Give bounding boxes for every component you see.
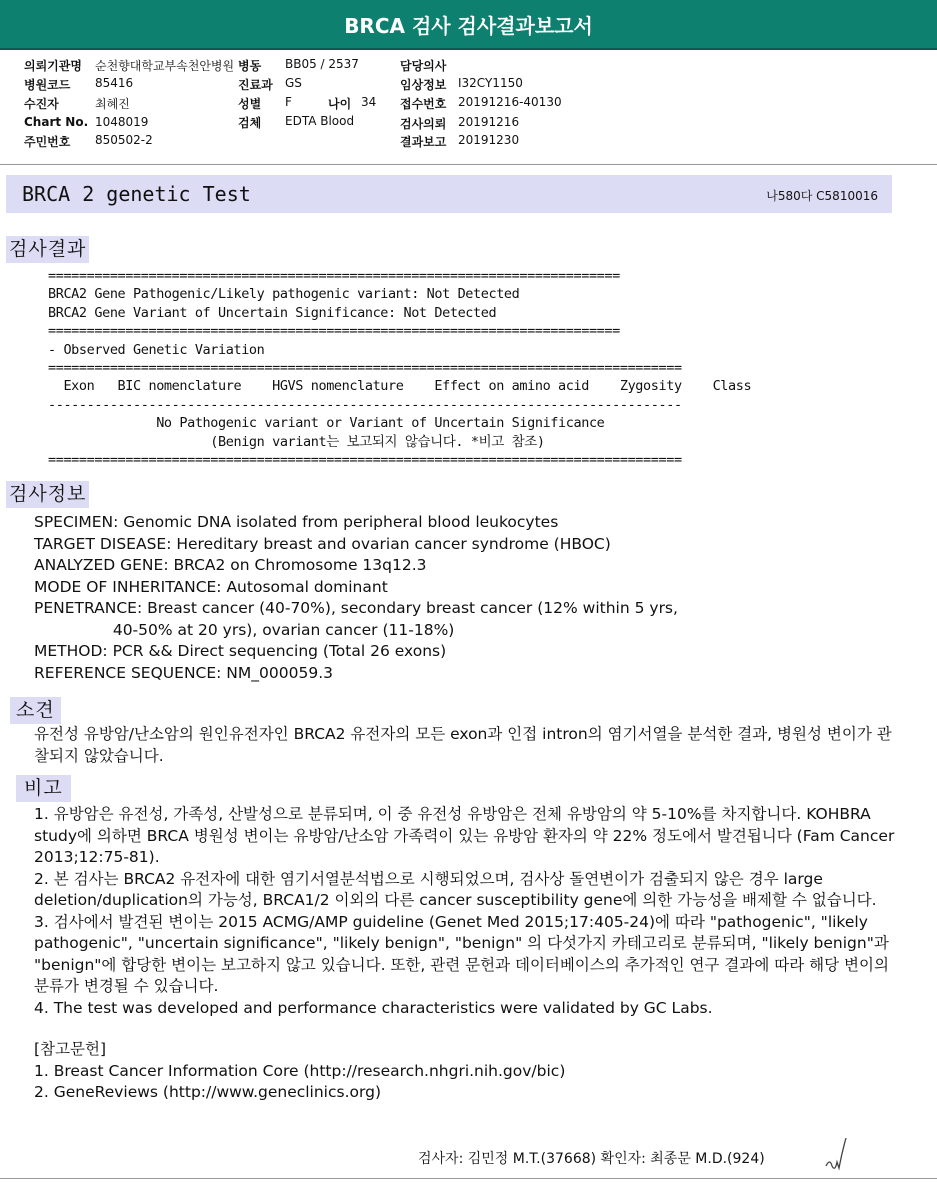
patient-info-panel bbox=[0, 50, 937, 165]
result-text-block: ========================================================================== BRCA2 Gene Pathogenic/Likely pathogenic variant: Not Detected BRCA2 Gene Variant of Uncertain Significance: Not Detected ========================================================================== - Observed Genetic Variation ================================================================================== Exon BIC nomenclature HGVS nomenclature Effect on amino acid Zygosity Class ---------------------------------------------------------------------------------- No Pathogenic variant or Variant of Uncertain Significance (Benign variant는 보고되지 않습니다. *비고 참조) ================================================================================== bbox=[48, 268, 752, 469]
ward-value: BB05 / 2537 bbox=[285, 57, 359, 71]
section-remark-heading: 비고 bbox=[16, 775, 71, 802]
signatures-line: 검사자: 김민정 M.T.(37668) 확인자: 최종문 M.D.(924) bbox=[418, 1151, 765, 1167]
sex-label: 성별 bbox=[238, 97, 262, 111]
patient-label: 수진자 bbox=[24, 97, 59, 111]
sex-value: F bbox=[285, 95, 292, 109]
report-label: 결과보고 bbox=[400, 135, 447, 149]
receipt-value: 20191216-40130 bbox=[458, 95, 562, 109]
dept-value: GS bbox=[285, 76, 302, 90]
report-value: 20191230 bbox=[458, 133, 520, 147]
remark-item-1: 1. 유방암은 유전성, 가족성, 산발성으로 분류되며, 이 중 유전성 유방암은 전체 유방암의 약 5-10%를 차지합니다. KOHBRA study에 의하면 BRCA 병원성 변이는 유방암/난소암 가족력이 있는 유방암 환자의 약 22% 정도에서 발견됩니다 (Fam Cancer 2013;12:75-81). bbox=[34, 805, 895, 866]
info-specimen: SPECIMEN: Genomic DNA isolated from peripheral blood leukocytes bbox=[34, 513, 559, 531]
info-reference-seq: REFERENCE SEQUENCE: NM_000059.3 bbox=[34, 663, 333, 682]
institution-value: 순천향대학교부속천안병원 bbox=[95, 59, 235, 73]
section-result-heading: 검사결과 bbox=[6, 236, 89, 263]
report-title: BRCA 검사 검사결과보고서 bbox=[0, 0, 937, 50]
chart-label: Chart No. bbox=[24, 115, 89, 129]
finding-text: 유전성 유방암/난소암의 원인유전자인 BRCA2 유전자의 모든 exon과 인접 intron의 염기서열을 분석한 결과, 병원성 변이가 관찰되지 않았습니다. bbox=[34, 725, 892, 765]
specimen-value: EDTA Blood bbox=[285, 114, 355, 128]
remark-item-4: 4. The test was developed and performance characteristics were validated by GC Labs. bbox=[34, 998, 713, 1017]
info-method: METHOD: PCR && Direct sequencing (Total 26 exons) bbox=[34, 642, 447, 660]
clinical-label: 임상정보 bbox=[400, 78, 447, 92]
info-inheritance: MODE OF INHERITANCE: Autosomal dominant bbox=[34, 577, 388, 596]
hospital-code-value: 85416 bbox=[95, 76, 134, 90]
info-penetrance-cont: 40-50% at 20 yrs), ovarian cancer (11-18%) bbox=[34, 620, 455, 639]
reference-1: 1. Breast Cancer Information Core (http://research.nhgri.nih.gov/bic) bbox=[34, 1061, 566, 1080]
remark-item-3: 3. 검사에서 발견된 변이는 2015 ACMG/AMP guideline (Genet Med 2015;17:405-24)에 따라 "pathogenic", "likely pathogenic", "uncertain significance", "likely benign", "benign" 의 다섯가지 카테고리로 분류되며, "likely benign"과 "benign"에 합당한 변이는 보고하지 않고 있습니다. 또한, 관련 문헌과 데이터베이스의 추가적인 연구 결과에 따라 해당 변이의 분류가 변경될 수 있습니다. bbox=[34, 912, 889, 995]
age-label: 나이 bbox=[328, 97, 352, 111]
request-label: 검사의뢰 bbox=[400, 117, 447, 131]
ssn-label: 주민번호 bbox=[24, 135, 71, 149]
ssn-value: 850502-2 bbox=[95, 133, 153, 147]
section-info-heading: 검사정보 bbox=[6, 481, 89, 508]
test-header bbox=[6, 175, 892, 213]
info-penetrance: PENETRANCE: Breast cancer (40-70%), secondary breast cancer (12% within 5 yrs, bbox=[34, 599, 678, 617]
hospital-code-label: 병원코드 bbox=[24, 78, 71, 92]
references-heading: [참고문헌] bbox=[34, 1040, 106, 1058]
test-info-list bbox=[34, 512, 678, 684]
test-code: 나580다 C5810016 bbox=[766, 189, 878, 203]
specimen-label: 검체 bbox=[238, 116, 262, 130]
request-value: 20191216 bbox=[458, 115, 520, 129]
info-target-disease: TARGET DISEASE: Hereditary breast and ovarian cancer syndrome (HBOC) bbox=[34, 534, 611, 553]
chart-value: 1048019 bbox=[95, 115, 149, 129]
spacer bbox=[34, 1019, 900, 1039]
test-name: BRCA 2 genetic Test bbox=[22, 182, 251, 206]
doctor-label: 담당의사 bbox=[400, 59, 447, 73]
clinical-value: I32CY1150 bbox=[458, 76, 523, 90]
remark-item-2: 2. 본 검사는 BRCA2 유전자에 대한 염기서열분석법으로 시행되었으며, 검사상 돌연변이가 검출되지 않은 경우 large deletion/duplication의 가능성, BRCA1/2 이외의 다른 cancer susceptibility gene에 의한 가능성을 배제할 수 없습니다. bbox=[34, 869, 877, 909]
institution-label: 의뢰기관명 bbox=[24, 59, 82, 73]
info-analyzed-gene: ANALYZED GENE: BRCA2 on Chromosome 13q12.3 bbox=[34, 556, 427, 574]
page-divider bbox=[0, 1178, 937, 1179]
signature-mark bbox=[822, 1132, 852, 1174]
patient-value: 최혜진 bbox=[95, 97, 130, 111]
age-value: 34 bbox=[361, 95, 377, 109]
section-finding-heading: 소견 bbox=[10, 697, 61, 724]
ward-label: 병동 bbox=[238, 59, 262, 73]
reference-2: 2. GeneReviews (http://www.geneclinics.org) bbox=[34, 1083, 381, 1101]
receipt-label: 접수번호 bbox=[400, 97, 447, 111]
dept-label: 진료과 bbox=[238, 78, 273, 92]
remarks-block bbox=[34, 804, 900, 1104]
